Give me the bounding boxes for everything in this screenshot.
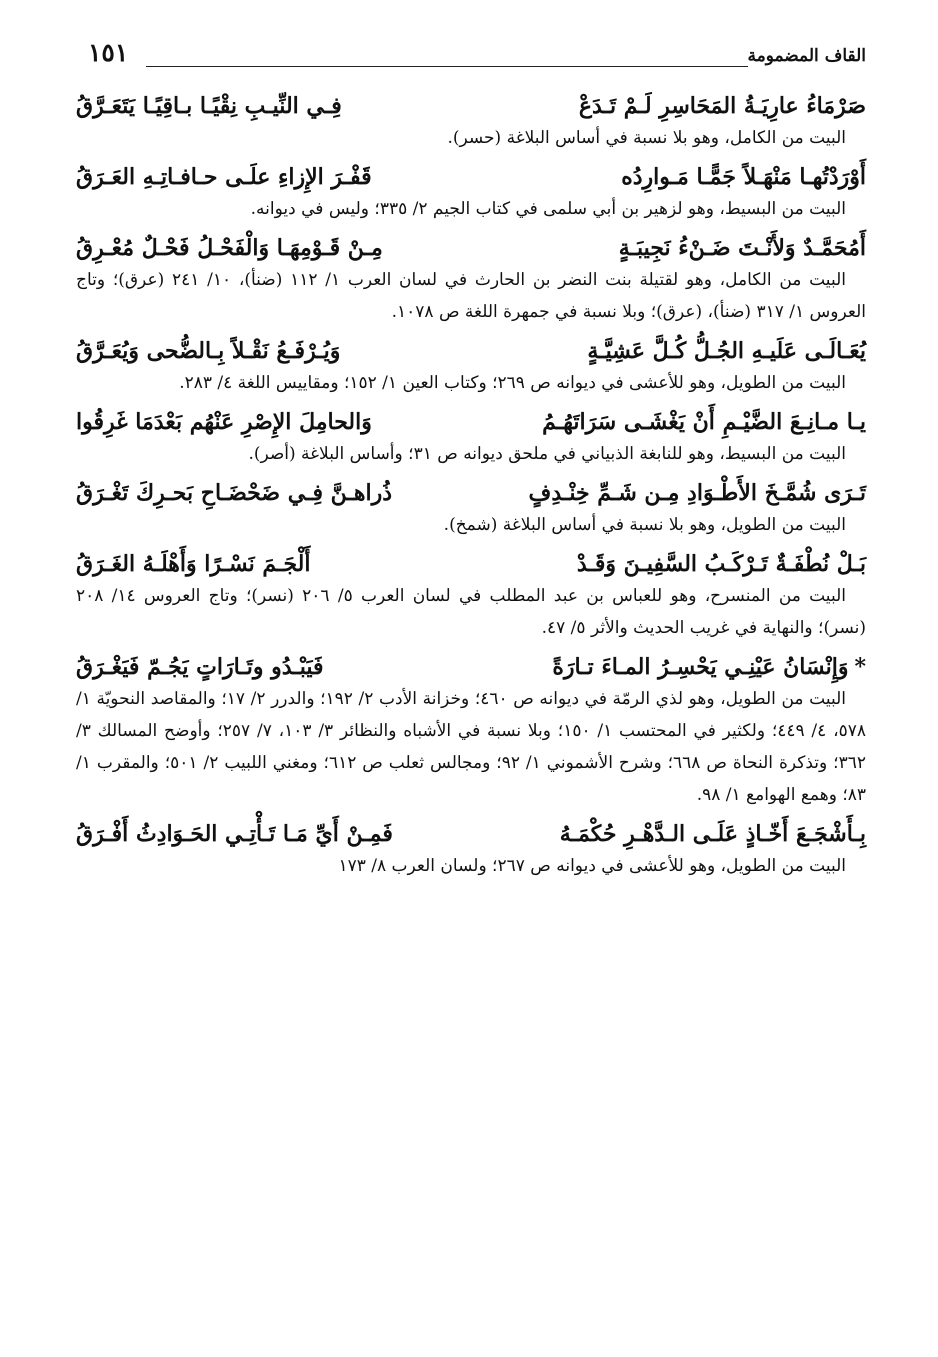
verse-line: [76, 230, 866, 265]
first-hemistich: تَـرَى شُمَّـخَ الأَطْـوَادِ مِـن شَـمِّ خِنْـدِفٍ: [528, 480, 866, 507]
verse-line: [76, 475, 866, 510]
asterisk-marker: *: [854, 654, 866, 681]
verse-line: [76, 333, 866, 368]
second-hemistich: وَالحامِلَ الإِصْرِ عَنْهُم بَعْدَمَا غَرِقُوا: [76, 409, 372, 436]
page-number: ١٥١: [88, 38, 129, 67]
second-hemistich: أَلْجَـمَ نَسْـرًا وَأَهْلَـهُ الغَـرَقُ: [76, 551, 311, 578]
verse-line: [76, 404, 866, 439]
verse-line: [76, 649, 866, 684]
first-hemistich-text: وَإِنْسَانُ عَيْنِـي يَحْسِـرُ المـاءَ تـارَةً: [552, 654, 849, 681]
first-hemistich: صَرْمَاءُ عارِيَـةُ المَحَاسِرِ لَـمْ تَـدَعْ: [578, 93, 866, 119]
book-page: [76, 38, 866, 887]
verse-line: [76, 159, 866, 194]
second-hemistich: قَفْـرَ الإِزاءِ علَـى حـافـاتِـهِ العَـرَقُ: [76, 164, 372, 191]
second-hemistich: وَيُـرْفَـعُ نَقْـلاً بِـالضُّحى وَيُعَـرَّقُ: [76, 338, 341, 365]
verse-line: [76, 88, 866, 123]
first-hemistich: يـا مـانِـعَ الضَّيْـمِ أَنْ يَغْشَـى سَرَاتَهُـمُ: [542, 409, 866, 436]
verse-entry: [76, 159, 866, 226]
verse-entry: [76, 546, 866, 645]
first-hemistich: يُعَـالَـى عَلَيـهِ الجُـلُّ كُـلَّ عَشِيَّـةٍ: [587, 338, 866, 365]
verse-commentary: البيت من الطويل، وهو بلا نسبة في أساس البلاغة (شمخ).: [443, 515, 846, 536]
verse-entry: [76, 816, 866, 883]
verse-commentary: البيت من الكامل، وهو بلا نسبة في أساس البلاغة (حسر).: [447, 128, 846, 149]
verse-line: [76, 816, 866, 851]
first-hemistich: أَوْرَدْتُهـا مَنْهَـلاً جَمًّـا مَـوارِدُه: [621, 164, 866, 191]
verse-entry: [76, 649, 866, 812]
second-hemistich: فَيَبْـدُو وتَـارَاتٍ يَجُـمّ فَيَغْـرَقُ: [76, 654, 324, 681]
page-header: [76, 38, 866, 88]
first-hemistich: بِـأَشْجَـعَ أَخّـاذٍ عَلَـى الـدَّهْـرِ حُكْمَـهُ: [559, 821, 866, 848]
verse-commentary: البيت من الكامل، وهو لقتيلة بنت النضر بن الحارث في لسان العرب ١/ ١١٢ (ضنأ)، ١٠/ ٢٤١ (عرق)؛ وتاج العروس ١/ ٣١٧ (ضنأ)، (عرق)؛ وبلا نسبة في جمهرة اللغة ص ١٠٧٨.: [76, 270, 866, 323]
verse-line: [76, 546, 866, 581]
verse-commentary: البيت من الطويل، وهو للأعشى في ديوانه ص ٢٦٧؛ ولسان العرب ٨/ ١٧٣: [338, 856, 846, 877]
verse-commentary: البيت من الطويل، وهو لذي الرمّة في ديوانه ص ٤٦٠؛ وخزانة الأدب ٢/ ١٩٢؛ والدرر ٢/ ١٧؛ والمقاصد النحويّة ١/ ٥٧٨، ٤/ ٤٤٩؛ ولكثير في المحتسب ١/ ١٥٠؛ وبلا نسبة في الأشباه والنظائر ٣/ ١٠٣، ٧/ ٢٥٧؛ وأوضح المسالك ٣/ ٣٦٢؛ وتذكرة النحاة ص ٦٦٨؛ وشرح الأشموني ١/ ٩٢؛ ومجالس ثعلب ص ٦١٢؛ ومغني اللبيب ٢/ ٥٠١؛ والمقرب ١/ ٨٣؛ وهمع الهوامع ١/ ٩٨.: [76, 689, 866, 806]
verse-entry: [76, 230, 866, 329]
verse-commentary: البيت من البسيط، وهو للنابغة الذبياني في ملحق ديوانه ص ٣١؛ وأساس البلاغة (أصر).: [248, 444, 846, 465]
header-rule: [146, 66, 748, 67]
verse-commentary: البيت من المنسرح، وهو للعباس بن عبد المطلب في لسان العرب ٥/ ٢٠٦ (نسر)؛ وتاج العروس ١٤/ ٢٠٨ (نسر)؛ والنهاية في غريب الحديث والأثر ٥/ ٤٧.: [76, 586, 866, 639]
verse-entry: [76, 475, 866, 542]
running-title: القاف المضمومة: [747, 46, 866, 66]
second-hemistich: فَمِـنْ أَيِّ مَـا تَـأْتِـي الحَـوَادِثُ أَفْـرَقُ: [76, 821, 393, 848]
second-hemistich: فِـي النِّيـبِ نِقْيًـا بـاقِيًـا يَتَعَـرَّقُ: [76, 93, 342, 119]
second-hemistich: ذُراهـنَّ فِـي ضَحْضَـاحِ بَحـرِكَ تَغْـرَقُ: [76, 480, 393, 507]
verse-entry: [76, 404, 866, 471]
first-hemistich: بَـلْ نُطْفَـةٌ تَـرْكَـبُ السَّفِيـنَ وَقَـدْ: [576, 551, 866, 578]
verse-entry: [76, 88, 866, 155]
second-hemistich: مِـنْ قَـوْمِهَـا وَالْفَحْـلُ فَحْـلٌ مُعْـرِقُ: [76, 235, 383, 262]
verse-commentary: البيت من البسيط، وهو لزهير بن أبي سلمى في كتاب الجيم ٢/ ٣٣٥؛ وليس في ديوانه.: [250, 199, 846, 220]
verse-entry: [76, 333, 866, 400]
first-hemistich: أَمُحَمَّـدٌ وَلأَنْـتَ ضَـنْءُ نَجِيبَـةٍ: [618, 235, 866, 262]
first-hemistich: [552, 650, 866, 684]
verse-commentary: البيت من الطويل، وهو للأعشى في ديوانه ص ٢٦٩؛ وكتاب العين ١/ ١٥٢؛ ومقاييس اللغة ٤/ ٢٨٣.: [179, 373, 846, 394]
